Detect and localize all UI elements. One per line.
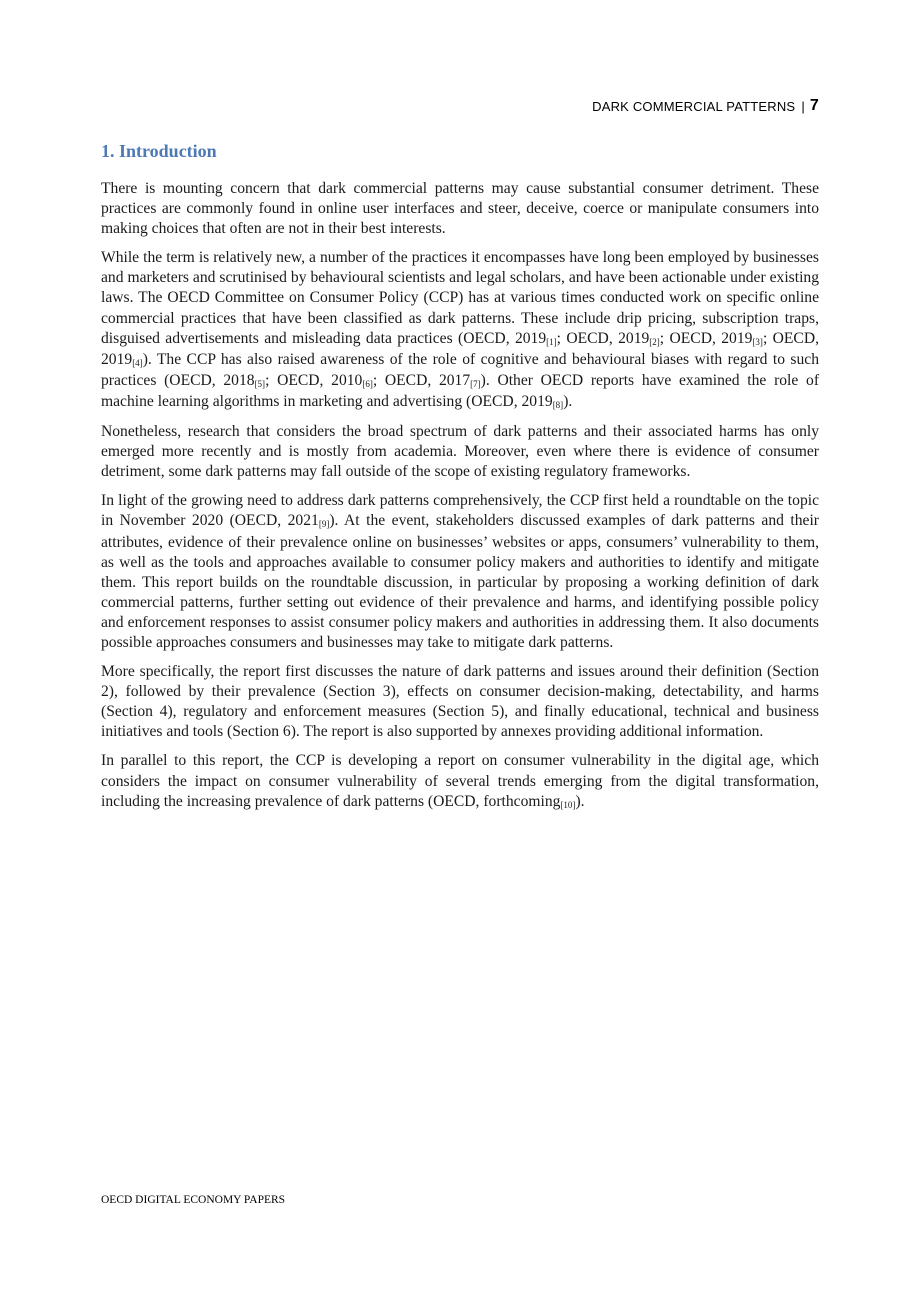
paragraph (101, 491, 819, 653)
text-run: There is mounting concern that dark commercial patterns may cause substantial consumer detriment. These practices are commonly found in online user interfaces and steer, deceive, coerce or manipulate consumers into making choices that often are not in their best interests. (101, 180, 819, 238)
text-run: ). Other OECD reports have examined the role of machine learning algorithms in marketing and advertising (OECD, 2019 (101, 371, 820, 410)
text-run: More specifically, the report first discusses the nature of dark patterns and issues around their definition (Section 2), followed by their prevalence (Section 3), effects on consumer decision-making, detectability, and harms (Section 4), regulatory and enforcement measures (Section 5), and finally educational, technical and business initiatives and tools (Section 6). The report is also supported by annexes providing additional information. (101, 663, 819, 741)
text-run: ; OECD, 2010 (265, 371, 363, 389)
text-run: Nonetheless, research that considers the broad spectrum of dark patterns and their associated harms has only emerged more recently and is mostly from academia. Moreover, even where there is evidence of consumer detriment, some dark patterns may fall outside of the scope of existing regulatory frameworks. (101, 423, 819, 481)
body-text (101, 179, 819, 822)
text-run: In parallel to this report, the CCP is developing a report on consumer vulnerability in the digital age, which considers the impact on consumer vulnerability of several trends emerging from the digital transformation, including the increasing prevalence of dark patterns (OECD, forthcoming (101, 752, 819, 810)
text-run: ). At the event, stakeholders discussed examples of dark patterns and their attributes, evidence of their prevalence online on businesses’ websites or apps, consumers’ vulnerability to them, as well as the tools and approaches available to consumer policy makers and authorities to identify and mitigate them. This report builds on the roundtable discussion, in particular by proposing a working definition of dark commercial patterns, further setting out evidence of their prevalence and harms, and identifying possible policy and enforcement responses to assist consumer policy makers and authorities in addressing them. It also documents possible approaches consumers and businesses may take to mitigate dark patterns. (101, 512, 819, 651)
reference-marker: [7] (470, 378, 481, 389)
text-run: ; OECD, 2017 (372, 371, 471, 389)
paragraph (101, 248, 819, 413)
text-run: ). (563, 392, 573, 410)
page-number: 7 (809, 97, 819, 114)
paragraph (101, 422, 819, 482)
text-run: ; OECD, 2019 (659, 329, 753, 347)
reference-marker: [4] (132, 357, 143, 368)
running-title: DARK COMMERCIAL PATTERNS (592, 98, 796, 114)
text-run: ; OECD, 2019 (101, 329, 819, 368)
paragraph (101, 662, 819, 742)
reference-marker: [8] (552, 399, 564, 410)
section-heading: 1. Introduction (101, 141, 217, 161)
text-run: While the term is relatively new, a number of the practices it encompasses have long been employed by businesses and marketers and scrutinised by behavioural scientists and legal scholars, and have been actionable under existing laws. The OECD Committee on Consumer Policy (CCP) has at various times conducted work on specific online commercial practices that have been classified as dark patterns. These include drip pricing, subscription traps, disguised advertisements and misleading data practices (OECD, 2019 (101, 249, 819, 347)
text-run: ). The CCP has also raised awareness of the role of cognitive and behavioural biases with regard to such practices (OECD, 2018 (101, 350, 819, 389)
reference-marker: [10] (560, 799, 576, 810)
reference-marker: [9] (318, 519, 330, 530)
reference-marker: [1] (546, 336, 557, 347)
header-separator: | (801, 98, 805, 114)
paragraph (101, 751, 819, 812)
paragraph (101, 179, 819, 239)
text-run: ). (575, 792, 585, 810)
reference-marker: [3] (752, 336, 763, 347)
reference-marker: [5] (254, 378, 266, 389)
reference-marker: [6] (362, 378, 373, 389)
text-run: ; OECD, 2019 (556, 329, 650, 347)
page-footer: OECD DIGITAL ECONOMY PAPERS (101, 1194, 286, 1206)
running-header (592, 97, 819, 115)
text-run: In light of the growing need to address dark patterns comprehensively, the CCP first held a roundtable on the topic in November 2020 (OECD, 2021 (101, 492, 819, 530)
reference-marker: [2] (649, 336, 660, 347)
